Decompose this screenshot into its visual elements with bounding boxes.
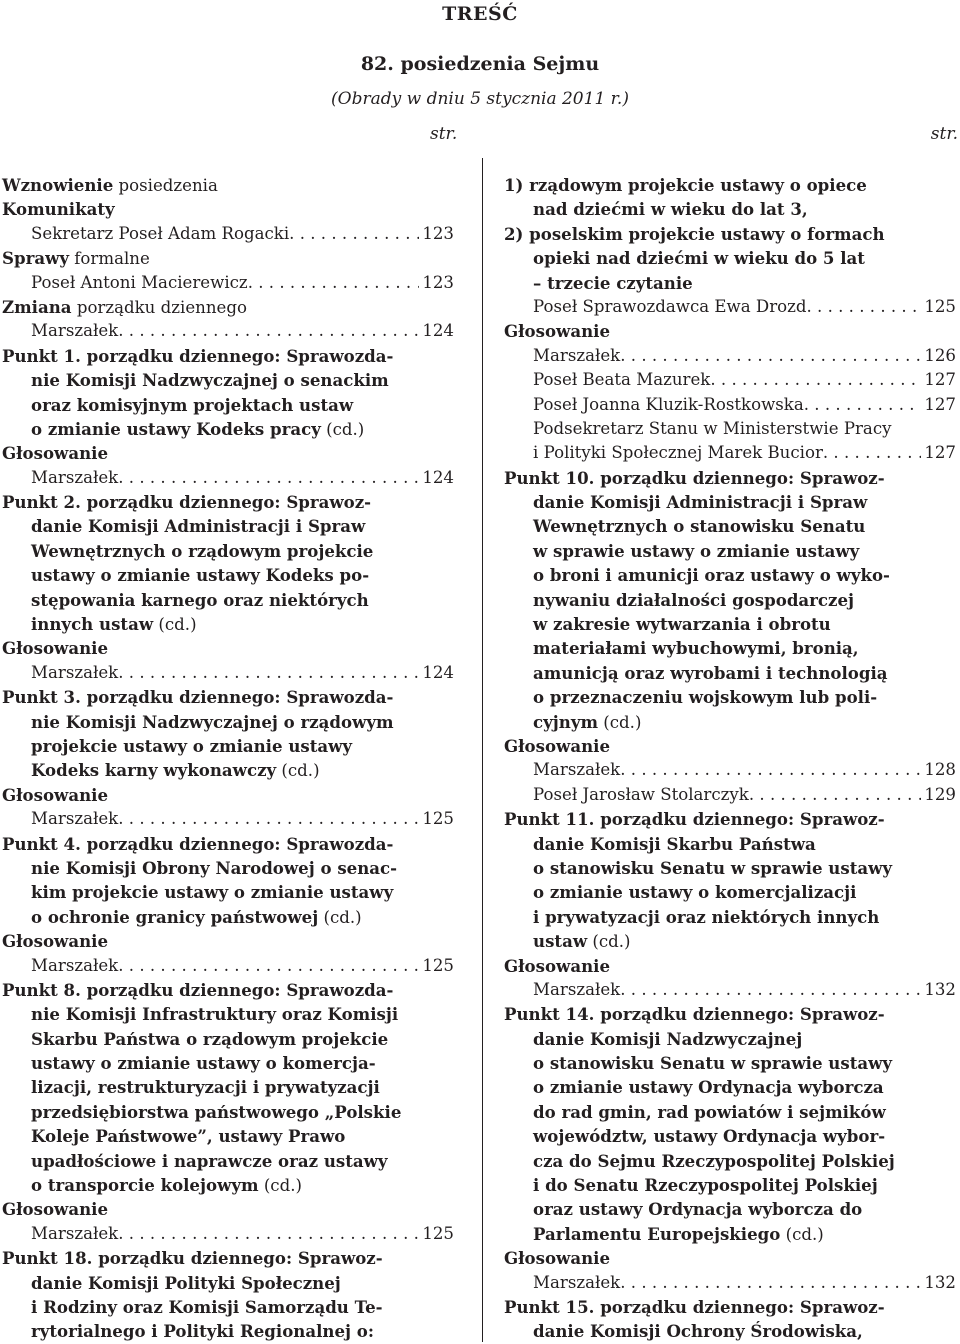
toc-dot-leader	[823, 441, 921, 465]
toc-speaker-name: Marszałek	[533, 1272, 621, 1292]
toc-heading-keyword: Zmiana	[2, 296, 72, 317]
toc-heading-continuation	[2, 368, 454, 392]
toc-heading-continuation	[504, 1197, 956, 1221]
toc-heading-continuation	[2, 588, 454, 612]
toc-heading-continuation	[504, 905, 956, 929]
toc-heading-text: cyjnym	[533, 711, 599, 732]
toc-speaker-name: i Polityki Społecznej Marek Bucior	[533, 443, 823, 463]
toc-speaker-name: Poseł Beata Mazurek	[533, 370, 711, 390]
toc-continued-note: (cd.)	[258, 1176, 302, 1196]
toc-heading-text: materiałami wybuchowymi, bronią,	[533, 638, 859, 659]
toc-dot-leader	[620, 978, 921, 1002]
toc-dot-leader	[620, 758, 921, 782]
toc-page-number: 124	[422, 662, 454, 682]
toc-heading-continuation	[2, 734, 454, 758]
toc-speaker-name: Marszałek	[31, 809, 119, 829]
toc-heading-text: nad dziećmi w wieku do lat 3,	[533, 199, 808, 220]
toc-dot-leader	[118, 466, 419, 490]
toc-heading-continuation	[2, 856, 454, 880]
toc-dot-leader	[710, 368, 921, 392]
toc-heading	[2, 173, 454, 197]
toc-heading-continuation	[504, 1051, 956, 1075]
toc-heading-continuation	[504, 1173, 956, 1197]
toc-heading-continuation	[2, 880, 454, 904]
page-column-label-right: str.	[930, 124, 958, 144]
toc-page-number: 129	[924, 784, 956, 804]
toc-heading-text: przedsiębiorstwa państwowego „Polskie	[31, 1101, 402, 1122]
toc-heading-text: o zmianie ustawy Kodeks pracy	[31, 418, 321, 439]
toc-heading-continuation	[2, 758, 454, 782]
toc-page-number: 126	[924, 345, 956, 365]
toc-continued-note: (cd.)	[320, 419, 365, 439]
toc-heading-text: innych ustaw	[31, 614, 154, 635]
session-title: 82. posiedzenia Sejmu	[360, 53, 600, 75]
toc-page-number: 125	[924, 296, 956, 316]
toc-speaker-entry	[2, 807, 454, 831]
toc-speaker-name: Sekretarz Poseł Adam Rogacki	[31, 223, 290, 243]
toc-dot-leader	[804, 393, 922, 417]
toc-speaker-name: Poseł Joanna Kluzik-Rostkowska	[533, 394, 804, 414]
toc-heading-text: w sprawie ustawy o zmianie ustawy	[533, 540, 860, 561]
toc-page-number: 125	[422, 809, 454, 829]
toc-heading-text: o zmianie ustawy Ordynacja wyborcza	[533, 1077, 884, 1098]
toc-heading-continuation	[504, 490, 956, 514]
toc-heading-continuation	[504, 1149, 956, 1173]
toc-heading-text: formalne	[69, 249, 150, 269]
toc-heading-continuation	[2, 612, 454, 636]
toc-heading-text: w zakresie wytwarzania i obrotu	[533, 614, 831, 635]
toc-heading: Punkt 8. porządku dziennego: Sprawozda-	[2, 979, 394, 1000]
toc-speaker-entry	[504, 393, 956, 417]
toc-heading-continuation	[2, 1075, 454, 1099]
toc-heading-continuation	[504, 1027, 956, 1051]
toc-heading-continuation	[2, 393, 454, 417]
toc-heading-text: danie Komisji Ochrony Środowiska,	[533, 1321, 863, 1342]
toc-heading-text: o stanowisku Senatu w sprawie ustawy	[533, 857, 893, 878]
page-column-label-left: str.	[430, 124, 458, 144]
toc-heading-text: oraz komisyjnym projektach ustaw	[31, 394, 354, 415]
toc-speaker-name: Marszałek	[31, 955, 119, 975]
toc-speaker-entry	[2, 271, 454, 295]
toc-speaker-name: Marszałek	[533, 345, 621, 365]
toc-heading-continuation	[504, 563, 956, 587]
toc-heading-text: projekcie ustawy o zmianie ustawy	[31, 735, 353, 756]
toc-heading: Głosowanie	[504, 955, 610, 976]
toc-heading-text: Kodeks karny wykonawczy	[31, 760, 277, 781]
toc-dot-leader	[118, 661, 419, 685]
toc-speaker-entry	[504, 368, 956, 392]
toc-heading-continuation	[2, 1100, 454, 1124]
toc-heading-continuation	[504, 856, 956, 880]
toc-heading-text: Wewnętrznych o rządowym projekcie	[31, 540, 374, 561]
toc-speaker-entry	[504, 783, 956, 807]
toc-heading-continuation	[504, 636, 956, 660]
toc-heading: Głosowanie	[2, 443, 108, 464]
toc-heading-continuation	[504, 929, 956, 953]
toc-heading-text: o broni i amunicji oraz ustawy o wyko-	[533, 565, 890, 586]
toc-heading-text: województw, ustawy Ordynacja wybor-	[533, 1126, 886, 1147]
toc-heading-text: amunicją oraz wyrobami i technologią	[533, 662, 888, 683]
toc-speaker-name: Marszałek	[31, 467, 119, 487]
toc-heading-text: lizacji, restrukturyzacji i prywatyzacji	[31, 1077, 380, 1098]
toc-speaker-name: Marszałek	[533, 979, 621, 999]
toc-heading: Punkt 18. porządku dziennego: Sprawoz-	[2, 1248, 383, 1269]
toc-speaker-name: Marszałek	[31, 1223, 119, 1243]
toc-heading-text: danie Komisji Skarbu Państwa	[533, 833, 816, 854]
toc-dot-leader	[749, 783, 921, 807]
toc-page-number: 123	[422, 223, 454, 243]
toc-dot-leader	[118, 319, 419, 343]
toc-heading: 1) rządowym projekcie ustawy o opiece	[504, 175, 867, 195]
toc-continued-note: (cd.)	[598, 712, 642, 732]
toc-heading-text: danie Komisji Administracji i Spraw	[533, 492, 868, 513]
toc-dot-leader	[248, 271, 420, 295]
toc-heading-text: o stanowisku Senatu w sprawie ustawy	[533, 1053, 893, 1074]
toc-heading-text: nie Komisji Nadzwyczajnej o rządowym	[31, 711, 394, 732]
toc-continued-note: (cd.)	[587, 932, 631, 952]
toc-heading-text: opieki nad dziećmi w wieku do 5 lat	[533, 248, 865, 269]
toc-speaker-entry	[504, 1271, 956, 1295]
toc-speaker-name: Marszałek	[31, 662, 119, 682]
toc-heading-continuation	[504, 1100, 956, 1124]
toc-heading-continuation	[504, 832, 956, 856]
toc-heading-text: ustaw	[533, 931, 588, 952]
toc-dot-leader	[620, 344, 921, 368]
toc-heading: Punkt 1. porządku dziennego: Sprawozda-	[2, 345, 394, 366]
toc-heading-text: i do Senatu Rzeczypospolitej Polskiej	[533, 1175, 878, 1196]
toc-speaker-name: Poseł Jarosław Stolarczyk	[533, 784, 749, 804]
toc-column-left	[2, 173, 454, 1344]
toc-speaker-entry	[2, 222, 454, 246]
toc-heading-continuation	[504, 710, 956, 734]
toc-heading-continuation	[2, 1124, 454, 1148]
toc-page-number: 127	[924, 370, 956, 390]
toc-heading-continuation	[504, 1319, 956, 1343]
toc-heading-text: o zmianie ustawy o komercjalizacji	[533, 882, 857, 903]
toc-heading-text: kim projekcie ustawy o zmianie ustawy	[31, 882, 394, 903]
toc-heading-keyword: Sprawy	[2, 248, 70, 269]
toc-speaker-entry	[2, 661, 454, 685]
toc-heading-text: danie Komisji Nadzwyczajnej	[533, 1028, 803, 1049]
toc-speaker-name: Marszałek	[31, 321, 119, 341]
toc-dot-leader	[118, 1222, 419, 1246]
toc-heading-text: Wewnętrznych o stanowisku Senatu	[533, 516, 866, 537]
toc-heading-text: upadłościowe i naprawcze oraz ustawy	[31, 1150, 388, 1171]
toc-heading: Punkt 10. porządku dziennego: Sprawoz-	[504, 467, 885, 488]
toc-speaker-name: Poseł Antoni Macierewicz	[31, 272, 248, 292]
toc-heading-text: porządku dziennego	[71, 297, 247, 317]
toc-heading-continuation	[504, 1124, 956, 1148]
toc-speaker-name: Poseł Sprawozdawca Ewa Drozd	[533, 296, 807, 316]
toc-page-number: 125	[422, 1223, 454, 1243]
toc-page-number: 128	[924, 760, 956, 780]
toc-heading-text: do rad gmin, rad powiatów i sejmików	[533, 1101, 886, 1122]
column-divider	[482, 158, 483, 1342]
toc-heading-continuation	[2, 710, 454, 734]
toc-speaker-entry	[504, 978, 956, 1002]
toc-heading-continuation	[2, 1027, 454, 1051]
toc-page-number: 127	[924, 443, 956, 463]
toc-heading-continuation	[2, 1149, 454, 1173]
toc-page-number: 127	[924, 394, 956, 414]
toc-heading-keyword: Wznowienie	[2, 175, 114, 195]
toc-heading-text: cza do Sejmu Rzeczypospolitej Polskiej	[533, 1150, 895, 1171]
toc-heading-continuation	[504, 539, 956, 563]
toc-heading: Punkt 14. porządku dziennego: Sprawoz-	[504, 1004, 885, 1025]
toc-page-number: 132	[924, 1272, 956, 1292]
toc-heading: Głosowanie	[2, 638, 108, 659]
toc-heading-text: Parlamentu Europejskiego	[533, 1223, 781, 1244]
toc-heading: Głosowanie	[504, 1248, 610, 1269]
toc-heading-continuation	[504, 1075, 956, 1099]
toc-speaker-entry	[2, 954, 454, 978]
toc-heading-continuation	[2, 417, 454, 441]
toc-heading-text: o przeznaczeniu wojskowym lub poli-	[533, 687, 878, 708]
toc-heading-continuation	[504, 514, 956, 538]
toc-heading-text: ustawy o zmianie ustawy o komercja-	[31, 1053, 376, 1074]
toc-speaker-entry	[2, 466, 454, 490]
toc-heading-continuation	[504, 685, 956, 709]
toc-heading-continuation	[2, 1173, 454, 1197]
toc-heading: Punkt 15. porządku dziennego: Sprawoz-	[504, 1296, 885, 1317]
toc-heading-text: danie Komisji Administracji i Spraw	[31, 516, 366, 537]
toc-continued-note: (cd.)	[780, 1224, 824, 1244]
toc-heading: Głosowanie	[504, 321, 610, 342]
toc-heading: Punkt 3. porządku dziennego: Sprawozda-	[2, 687, 394, 708]
toc-heading-text: oraz ustawy Ordynacja wyborcza do	[533, 1199, 863, 1220]
toc-heading-text: o ochronie granicy państwowej	[31, 906, 319, 927]
toc-heading-text: Koleje Państwowe”, ustawy Prawo	[31, 1126, 346, 1147]
toc-heading-text: Skarbu Państwa o rządowym projekcie	[31, 1028, 389, 1049]
toc-heading: Punkt 2. porządku dziennego: Sprawoz-	[2, 492, 372, 513]
toc-heading-text: nie Komisji Nadzwyczajnej o senackim	[31, 370, 389, 391]
toc-heading: Głosowanie	[2, 931, 108, 952]
toc-heading: Komunikaty	[2, 199, 115, 220]
toc-heading-continuation	[504, 588, 956, 612]
toc-column-right	[504, 173, 956, 1344]
toc-heading	[2, 295, 454, 319]
toc-speaker-entry	[2, 1222, 454, 1246]
session-dates: (Obrady w dniu 5 stycznia 2011 r.)	[331, 89, 629, 109]
toc-heading-continuation	[504, 271, 956, 295]
toc-heading: 2) poselskim projekcie ustawy o formach	[504, 223, 885, 244]
toc-heading: Głosowanie	[2, 784, 108, 805]
toc-heading-text: rytorialnego i Polityki Regionalnej o:	[31, 1321, 374, 1342]
toc-page-number: 125	[422, 955, 454, 975]
toc-heading	[2, 246, 454, 270]
toc-page-number: 123	[422, 272, 454, 292]
toc-heading-text: i prywatyzacji oraz niektórych innych	[533, 906, 880, 927]
toc-heading: Głosowanie	[2, 1199, 108, 1220]
toc-heading: Punkt 11. porządku dziennego: Sprawoz-	[504, 809, 885, 830]
toc-dot-leader	[620, 1271, 921, 1295]
toc-heading-continuation	[2, 1271, 454, 1295]
toc-page-number: 124	[422, 321, 454, 341]
toc-dot-leader	[806, 295, 921, 319]
toc-heading-text: nie Komisji Infrastruktury oraz Komisji	[31, 1004, 399, 1025]
toc-heading-text: nywaniu działalności gospodarczej	[533, 589, 855, 610]
toc-page-number: 124	[422, 467, 454, 487]
toc-speaker-line: Podsekretarz Stanu w Ministerstwie Pracy	[533, 418, 892, 438]
toc-speaker-entry	[504, 295, 956, 319]
toc-heading-continuation	[504, 612, 956, 636]
toc-heading-continuation	[2, 563, 454, 587]
page-title: TREŚĆ	[442, 3, 518, 25]
toc-dot-leader	[289, 222, 419, 246]
toc-heading-text: o transporcie kolejowym	[31, 1175, 259, 1196]
toc-heading-text: danie Komisji Polityki Społecznej	[31, 1272, 341, 1293]
toc-heading-continuation	[2, 539, 454, 563]
toc-heading-text: nie Komisji Obrony Narodowej o senac-	[31, 857, 398, 878]
toc-heading-continuation	[504, 197, 956, 221]
toc-heading-continuation	[2, 1319, 454, 1343]
toc-heading-continuation	[504, 880, 956, 904]
toc-heading-text: – trzecie czytanie	[533, 272, 693, 293]
toc-heading: Głosowanie	[504, 735, 610, 756]
toc-heading-continuation	[504, 661, 956, 685]
toc-heading-text: i Rodziny oraz Komisji Samorządu Te-	[31, 1296, 383, 1317]
toc-heading-text: stępowania karnego oraz niektórych	[31, 589, 369, 610]
toc-dot-leader	[118, 954, 419, 978]
toc-heading-continuation	[2, 1051, 454, 1075]
toc-continued-note: (cd.)	[276, 761, 320, 781]
toc-heading-continuation	[2, 1002, 454, 1026]
toc-dot-leader	[118, 807, 419, 831]
toc-heading-continuation	[2, 514, 454, 538]
toc-heading-text: posiedzenia	[113, 176, 218, 195]
toc-continued-note: (cd.)	[153, 615, 197, 635]
toc-speaker-entry	[504, 441, 956, 465]
toc-heading-continuation	[504, 1222, 956, 1246]
toc-speaker-entry	[2, 319, 454, 343]
toc-continued-note: (cd.)	[318, 907, 362, 927]
toc-heading-continuation	[2, 1295, 454, 1319]
toc-heading: Punkt 4. porządku dziennego: Sprawozda-	[2, 833, 394, 854]
toc-heading-continuation	[504, 246, 956, 270]
toc-page-number: 132	[924, 979, 956, 999]
toc-speaker-name: Marszałek	[533, 760, 621, 780]
toc-heading-text: ustawy o zmianie ustawy Kodeks po-	[31, 565, 370, 586]
toc-speaker-entry	[504, 758, 956, 782]
toc-speaker-entry	[504, 344, 956, 368]
toc-heading-continuation	[2, 905, 454, 929]
